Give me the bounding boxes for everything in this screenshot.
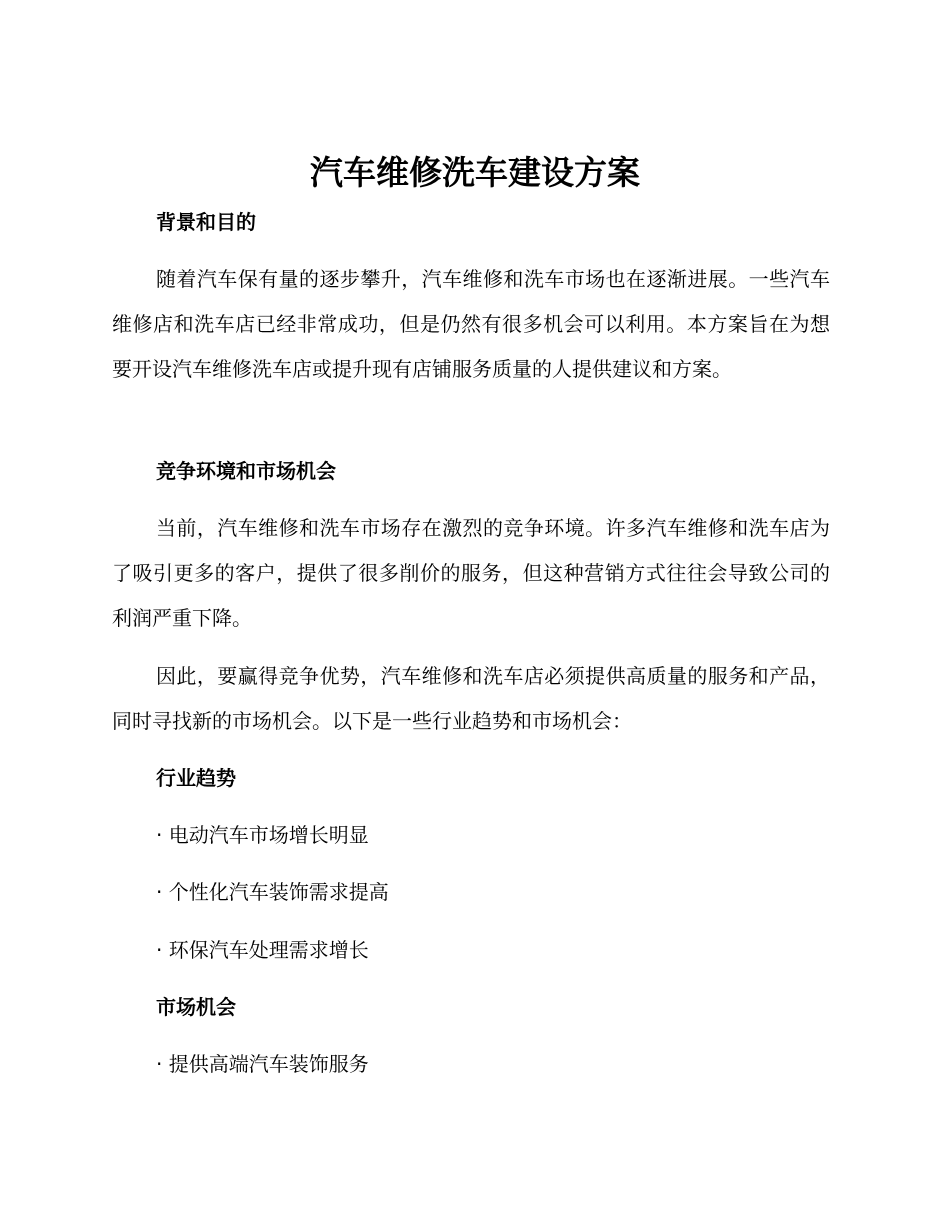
bullet-item: · 提供高端汽车装饰服务 <box>156 1052 369 1076</box>
paragraph-background: 随着汽车保有量的逐步攀升，汽车维修和洗车市场也在逐渐进展。一些汽车维修店和洗车店已经非常成功，但是仍然有很多机会可以利用。本方案旨在为想要开设汽车维修洗车店或提升现有店铺服务质量的人提供建议和方案。 <box>112 267 830 381</box>
section-heading-competition: 竞争环境和市场机会 <box>156 459 336 483</box>
bullet-item: · 环保汽车处理需求增长 <box>156 938 369 962</box>
section-heading-background: 背景和目的 <box>156 210 256 234</box>
paragraph-competition-1: 当前，汽车维修和洗车市场存在激烈的竞争环境。许多汽车维修和洗车店为了吸引更多的客户，提供了很多削价的服务，但这种营销方式往往会导致公司的利润严重下降。 <box>112 516 830 630</box>
document-title: 汽车维修洗车建设方案 <box>310 153 640 192</box>
bullet-item: · 电动汽车市场增长明显 <box>156 823 369 847</box>
section-heading-market-opportunities: 市场机会 <box>156 995 236 1019</box>
section-heading-industry-trends: 行业趋势 <box>156 766 236 790</box>
paragraph-competition-2: 因此，要赢得竞争优势，汽车维修和洗车店必须提供高质量的服务和产品，同时寻找新的市场机会。以下是一些行业趋势和市场机会： <box>112 664 830 733</box>
bullet-item: · 个性化汽车装饰需求提高 <box>156 880 389 904</box>
